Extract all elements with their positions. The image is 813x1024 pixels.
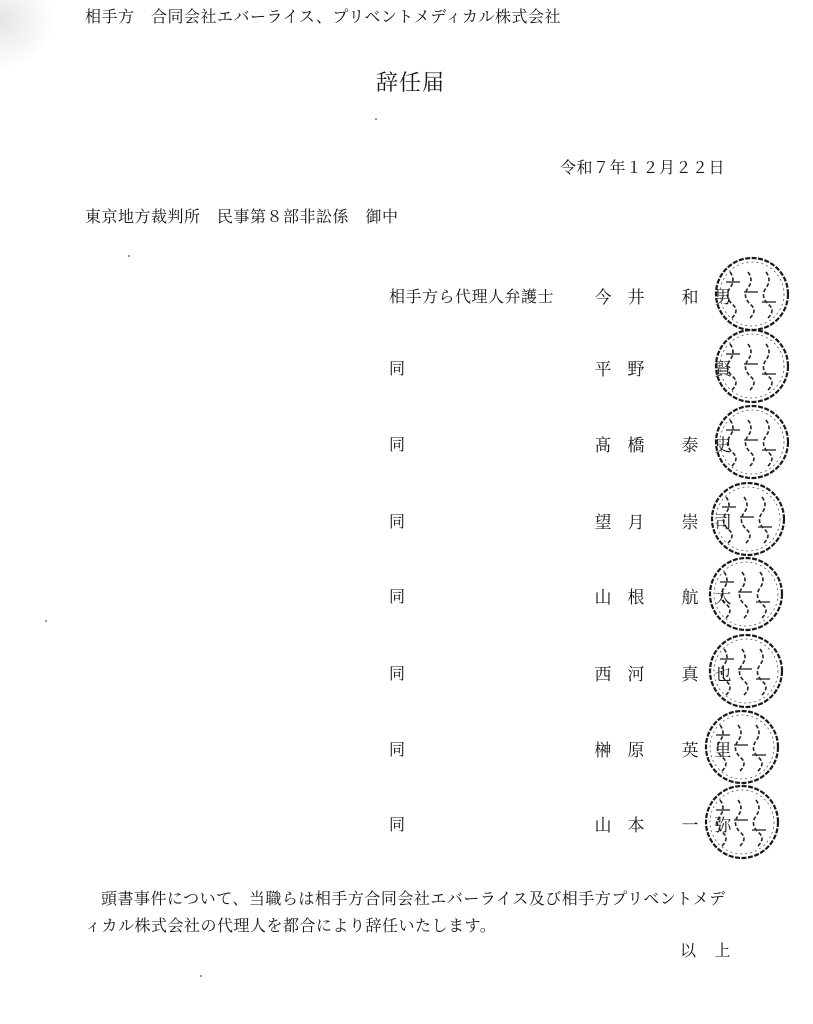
signatory-name-char: 山 — [594, 816, 612, 836]
signatory-role: 同 — [389, 359, 406, 378]
signatory-name-char: 里 — [714, 741, 732, 761]
signatory-name-char: 井 — [627, 288, 645, 308]
signatory-name-char: 榊 — [594, 741, 612, 761]
signatory-name-char: 男 — [714, 288, 732, 308]
lawyer-seal-icon — [704, 784, 780, 860]
signatory-name-char: 原 — [627, 741, 645, 761]
signatory-name-char: 太 — [714, 588, 732, 608]
signatory-role: 同 — [389, 815, 406, 834]
signatory-name-char: 平 — [594, 360, 612, 380]
lawyer-seal-icon — [708, 633, 784, 709]
lawyer-seal-icon — [704, 709, 780, 785]
signatory-name-char: 野 — [627, 360, 645, 380]
signatory-name-char: 和 — [681, 288, 699, 308]
signatory-name-char: 弥 — [714, 816, 732, 836]
signatory-name-char: 河 — [627, 665, 645, 685]
signatory-role: 相手方ら代理人弁護士 — [389, 287, 555, 306]
signatory-name-char: 泰 — [681, 436, 699, 456]
signatory-name-char: 司 — [714, 513, 732, 533]
closing-char-2: 上 — [714, 941, 732, 960]
signatory-name-char: 賢 — [714, 360, 732, 380]
signatory-name-char: 崇 — [681, 513, 699, 533]
signatory-role: 同 — [389, 740, 406, 759]
signatory-name-char: 本 — [627, 816, 645, 836]
signatory-role: 同 — [389, 512, 406, 531]
document-date: 令和７年１２月２２日 — [560, 158, 726, 177]
signatory-role: 同 — [389, 587, 406, 606]
document-title: 辞任届 — [376, 71, 446, 96]
party-line: 相手方 合同会社エバーライス、プリベントメディカル株式会社 — [85, 7, 561, 26]
lawyer-seal-icon — [714, 404, 790, 480]
signatory-name-char: 根 — [627, 588, 645, 608]
resignation-statement: 頭書事件について、当職らは相手方合同会社エバーライス及び相手方プリベントメディカル株式会社の代理人を都合により辞任いたします。 — [85, 889, 726, 935]
signatory-name-char: 史 — [714, 436, 732, 456]
scan-shadow — [0, 0, 55, 70]
closing-char-1: 以 — [680, 941, 697, 960]
lawyer-seal-icon — [710, 481, 786, 557]
signatory-name-char: 航 — [681, 588, 699, 608]
signatory-name-char: 望 — [594, 513, 612, 533]
signatory-name-char: 一 — [681, 816, 699, 836]
signatory-role: 同 — [389, 664, 406, 683]
scan-speck — [128, 255, 130, 257]
scan-speck — [45, 620, 47, 622]
signatory-role: 同 — [389, 435, 406, 454]
lawyer-seal-icon — [708, 556, 784, 632]
signatory-name-char: 西 — [594, 665, 612, 685]
signatory-name-char: 橋 — [627, 436, 645, 456]
signatory-name-char: 真 — [681, 665, 699, 685]
signatory-name-char: 髙 — [594, 436, 612, 456]
signatory-name-char: 英 — [681, 741, 699, 761]
signatory-name-char: 月 — [627, 513, 645, 533]
signatory-name-char: 今 — [594, 288, 612, 308]
scan-speck — [200, 975, 202, 977]
closing-mark — [680, 938, 749, 961]
court-addressee: 東京地方裁判所 民事第８部非訟係 御中 — [85, 207, 399, 226]
signatory-name-char: 山 — [594, 588, 612, 608]
lawyer-seal-icon — [714, 328, 790, 404]
lawyer-seal-icon — [714, 256, 790, 332]
scan-speck — [375, 118, 377, 120]
signatory-name-char: 也 — [714, 665, 732, 685]
